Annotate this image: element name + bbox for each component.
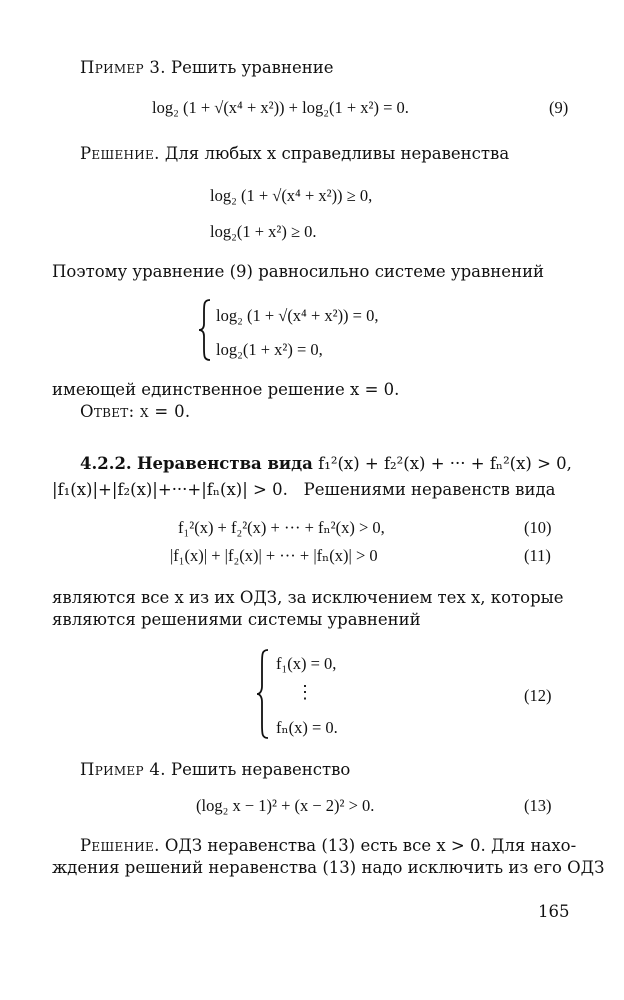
equation-10-number: (10) [524, 518, 552, 537]
example3-text: Решить уравнение [171, 58, 334, 77]
para-line-2: являются решениями системы уравнений [52, 610, 421, 629]
therefore-line: Поэтому уравнение (9) равносильно системе уравнений [52, 262, 545, 281]
system-12-line-3: fₙ(x) = 0. [276, 718, 338, 737]
section-line2 [52, 480, 555, 500]
system-eq-1: log₂ (1 + √(x⁴ + x²)) = 0, [216, 306, 379, 325]
equation-11: |f₁(x)| + |f₂(x)| + ··· + |fₙ(x)| > 0 [170, 546, 378, 565]
section-line2-formula: |f₁(x)|+|f₂(x)|+···+|fₙ(x)| > 0. [52, 480, 288, 499]
section-title [80, 454, 572, 474]
example3-label: Пример 3. [80, 58, 166, 77]
system-eq-2: log₂(1 + x²) = 0, [216, 340, 323, 359]
inequality-2: log₂(1 + x²) ≥ 0. [210, 222, 317, 241]
section-title-text: Неравенства вида [136, 454, 313, 473]
section-title-formula: f₁²(x) + f₂²(x) + ··· + fₙ²(x) > 0, [318, 454, 572, 473]
conclusion-line: имеющей единственное решение x = 0. [52, 380, 400, 399]
example4-label: Пример 4. [80, 760, 166, 779]
page-number: 165 [538, 902, 570, 921]
solution4-label: Решение. [80, 836, 160, 855]
example4-text: Решить неравенство [171, 760, 351, 779]
para-line-1: являются все x из их ОДЗ, за исключением тех x, которые [52, 588, 564, 607]
equation-11-number: (11) [524, 546, 551, 565]
answer-line: Ответ: x = 0. [80, 402, 191, 421]
solution3-heading [80, 144, 509, 164]
example3-heading [80, 58, 333, 78]
equation-13-number: (13) [524, 796, 552, 815]
equation-9-number: (9) [549, 98, 569, 117]
equation-13: (log₂ x − 1)² + (x − 2)² > 0. [196, 796, 375, 815]
solution4-line1-text: ОДЗ неравенства (13) есть все x > 0. Для нахо- [164, 836, 577, 855]
equation-12-number: (12) [524, 686, 552, 705]
example4-heading [80, 760, 350, 780]
equation-9: log₂ (1 + √(x⁴ + x²)) + log₂(1 + x²) = 0. [152, 98, 409, 117]
solution3-text: Для любых x справедливы неравенства [164, 144, 510, 163]
section-line2-text: Решениями неравенств вида [303, 480, 556, 499]
system-12-brace [256, 648, 270, 740]
section-number: 4.2.2. [80, 454, 132, 473]
equation-10: f₁²(x) + f₂²(x) + ··· + fₙ²(x) > 0, [178, 518, 385, 537]
solution4-line-1 [80, 836, 577, 856]
inequality-1: log₂ (1 + √(x⁴ + x²)) ≥ 0, [210, 186, 373, 205]
system-12-vdots: ⋮ [296, 682, 314, 702]
solution3-label: Решение. [80, 144, 160, 163]
system-brace [198, 298, 212, 362]
system-12-line-1: f₁(x) = 0, [276, 654, 337, 673]
solution4-line-2: ждения решений неравенства (13) надо исключить из его ОДЗ [52, 858, 605, 877]
